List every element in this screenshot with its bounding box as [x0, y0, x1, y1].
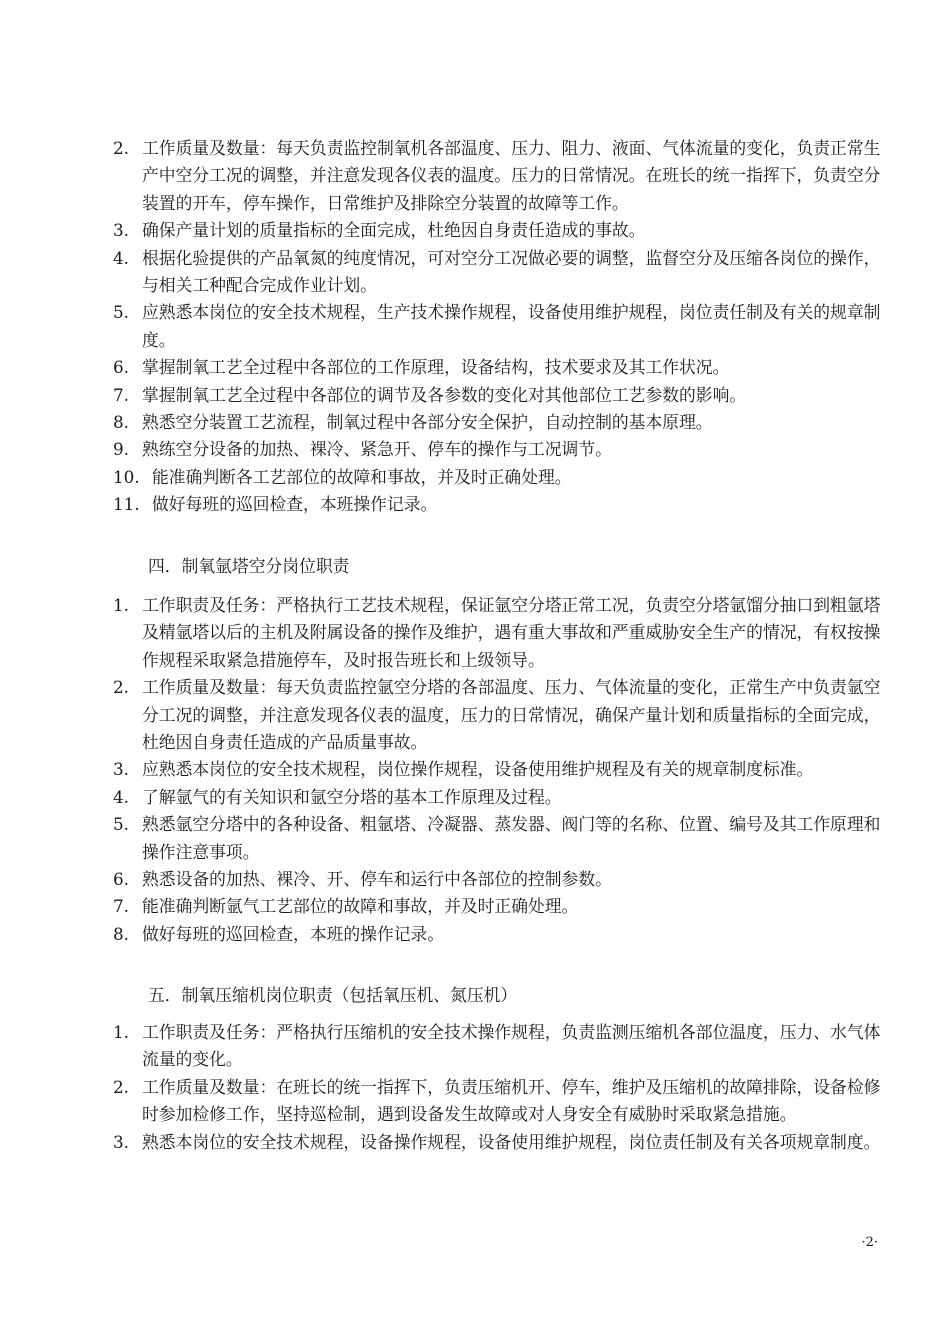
page-number: ·2· [861, 1235, 878, 1250]
list-item [0, 436, 950, 463]
item-text: 应熟悉本岗位的安全技术规程，生产技术操作规程，设备使用维护规程，岗位责任制及有关的规章制度。 [142, 302, 881, 350]
list-item [0, 1019, 950, 1074]
section-5-heading: 五．制氧压缩机岗位职责（包括氧压机、氮压机） [148, 985, 518, 1005]
item-number: 6. [113, 357, 130, 378]
list-item [0, 382, 950, 409]
item-text: 确保产量计划的质量指标的全面完成，杜绝因自身责任造成的事故。 [142, 220, 646, 241]
item-number: 11. [113, 494, 140, 515]
item-text: 工作质量及数量：每天负责监控氩空分塔的各部温度、压力、气体流量的变化，正常生产中负责氩空分工况的调整，并注意发现各仪表的温度，压力的日常情况，确保产量计划和质量指标的全面完成，杜绝因自身责任造成的产品质量事故。 [142, 677, 881, 753]
list-item [0, 1129, 950, 1156]
list-item [0, 299, 950, 354]
item-number: 3. [113, 759, 130, 780]
list-item [0, 784, 950, 811]
list-item [0, 217, 950, 244]
list-item [0, 893, 950, 920]
item-text: 熟悉本岗位的安全技术规程，设备操作规程，设备使用维护规程，岗位责任制及有关各项规章制度。 [142, 1131, 881, 1152]
list-item [0, 354, 950, 381]
item-number: 7. [113, 384, 130, 405]
item-number: 1. [113, 595, 130, 615]
section-4-list [0, 592, 950, 948]
list-item [0, 491, 950, 518]
item-text: 掌握制氧工艺全过程中各部位的工作原理，设备结构，技术要求及其工作状况。 [142, 357, 730, 378]
item-number: 5. [113, 814, 130, 835]
list-item [0, 592, 950, 674]
item-text: 能准确判断各工艺部位的故障和事故，并及时正确处理。 [152, 466, 572, 487]
list-item [0, 674, 950, 756]
item-number: 6. [113, 869, 130, 890]
item-text: 做好每班的巡回检查，本班操作记录。 [152, 494, 438, 515]
item-number: 5. [113, 302, 130, 323]
item-text: 做好每班的巡回检查，本班的操作记录。 [142, 923, 445, 944]
section-5-list [0, 1019, 950, 1156]
item-number: 2. [113, 138, 130, 158]
item-text: 掌握制氧工艺全过程中各部位的调节及各参数的变化对其他部位工艺参数的影响。 [142, 384, 747, 405]
list-item [0, 245, 950, 300]
item-number: 7. [113, 896, 130, 917]
item-number: 4. [113, 786, 130, 807]
item-text: 工作质量及数量：每天负责监控制氧机各部温度、压力、阻力、液面、气体流量的变化，负责正常生产中空分工况的调整，并注意发现各仪表的温度。压力的日常情况。在班长的统一指挥下，负责空分装置的开车，停车操作，日常维护及排除空分装置的故障等工作。 [142, 138, 881, 213]
item-number: 9. [113, 439, 130, 460]
item-text: 熟悉氩空分塔中的各种设备、粗氩塔、冷凝器、蒸发器、阀门等的名称、位置、编号及其工作原理和操作注意事项。 [142, 814, 881, 862]
item-number: 2. [113, 1076, 130, 1097]
section-4-heading: 四．制氧氩塔空分岗位职责 [148, 556, 350, 576]
item-text: 熟悉空分装置工艺流程，制氧过程中各部分安全保护，自动控制的基本原理。 [142, 412, 713, 433]
item-number: 3. [113, 220, 130, 241]
item-text: 熟悉设备的加热、裸冷、开、停车和运行中各部位的控制参数。 [142, 869, 612, 890]
list-item [0, 921, 950, 948]
item-text: 应熟悉本岗位的安全技术规程，岗位操作规程，设备使用维护规程及有关的规章制度标准。 [142, 759, 814, 780]
item-number: 2. [113, 677, 130, 698]
item-number: 8. [113, 923, 130, 944]
item-text: 根据化验提供的产品氧氮的纯度情况，可对空分工况做必要的调整，监督空分及压缩各岗位的操作，与相关工种配合完成作业计划。 [142, 247, 881, 296]
item-number: 10. [113, 466, 140, 487]
list-item [0, 135, 950, 217]
list-item [0, 1074, 950, 1129]
item-text: 工作质量及数量：在班长的统一指挥下，负责压缩机开、停车，维护及压缩机的故障排除，设备检修时参加检修工作，坚持巡检制，遇到设备发生故障或对人身安全有威胁时采取紧急措施。 [142, 1076, 881, 1125]
list-item [0, 464, 950, 491]
list-item [0, 866, 950, 893]
list-item [0, 756, 950, 783]
list-item [0, 409, 950, 436]
item-text: 熟练空分设备的加热、裸冷、紧急开、停车的操作与工况调节。 [142, 439, 612, 460]
item-text: 能准确判断氩气工艺部位的故障和事故，并及时正确处理。 [142, 896, 579, 917]
item-number: 3. [113, 1131, 130, 1152]
item-text: 工作职责及任务：严格执行工艺技术规程，保证氩空分塔正常工况，负责空分塔氩馏分抽口到粗氩塔及精氩塔以后的主机及附属设备的操作及维护，遇有重大事故和严重威胁安全生产的情况，有权按操作规程采取紧急措施停车，及时报告班长和上级领导。 [142, 595, 881, 670]
list-item [0, 811, 950, 866]
item-number: 1. [113, 1022, 130, 1042]
section-3-list [0, 135, 950, 519]
item-text: 了解氩气的有关知识和氩空分塔的基本工作原理及过程。 [142, 786, 562, 807]
item-text: 工作职责及任务：严格执行压缩机的安全技术操作规程，负责监测压缩机各部位温度，压力、水气体流量的变化。 [142, 1022, 881, 1070]
item-number: 8. [113, 412, 130, 433]
item-number: 4. [113, 247, 130, 268]
